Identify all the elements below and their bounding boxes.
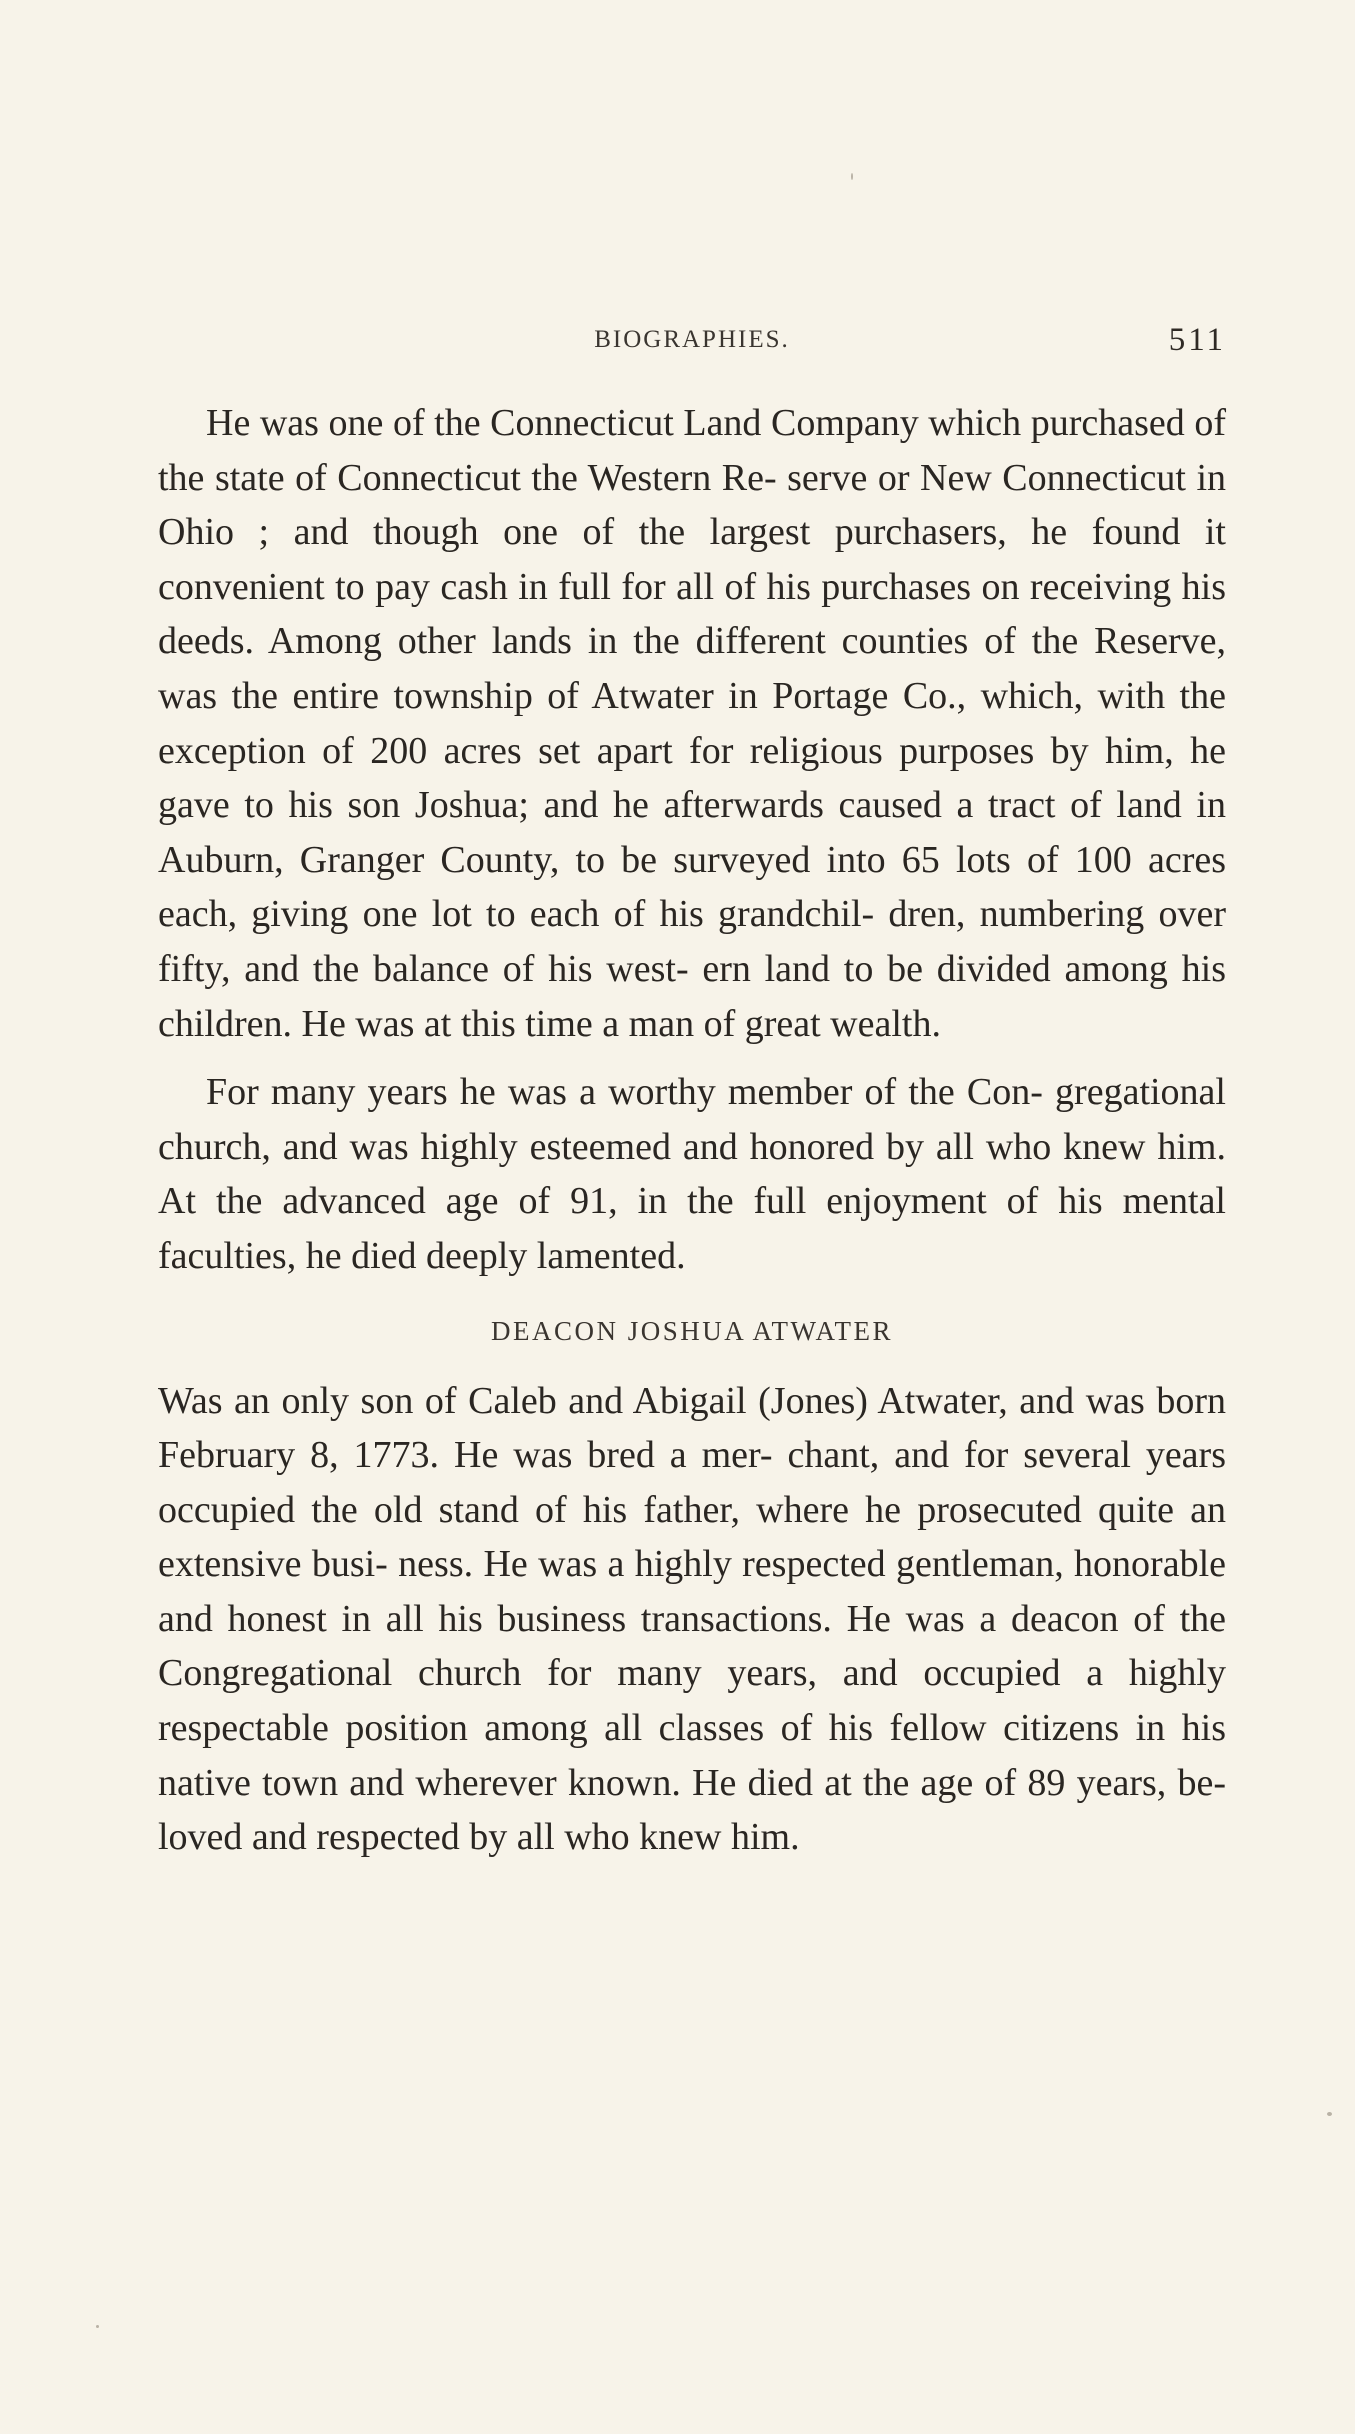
body-text	[158, 396, 1226, 1865]
paragraph-land-company: He was one of the Connecticut Land Company which purchased of the state of Connecticut the Western Re- serve or New Connecticut in Ohio ; and though one of the largest purchasers, he found it convenient to pay cash in full for all of his purchases on receiving his deeds. Among other lands in the different counties of the Reserve, was the entire township of Atwater in Portage Co., which, with the exception of 200 acres set apart for religious purposes by him, he gave to his son Joshua; and he afterwards caused a tract of land in Auburn, Granger County, to be surveyed into 65 lots of 100 acres each, giving one lot to each of his grandchil- dren, numbering over fifty, and the balance of his west- ern land to be divided among his children. He was at this time a man of great wealth.	[158, 402, 1226, 1045]
section-heading: DEACON JOSHUA ATWATER	[490, 1315, 894, 1346]
paragraph-church-member: For many years he was a worthy member of the Con- gregational church, and was highly esteemed and honored by all who knew him. At the advanced age of 91, in the full enjoyment of his mental faculties, he died deeply lamented.	[158, 1071, 1226, 1277]
paper-speck	[1327, 2112, 1332, 2116]
paper-speck	[96, 2325, 99, 2328]
paper-speck	[851, 173, 853, 180]
running-head	[158, 322, 1226, 366]
paragraph-joshua-atwater: Was an only son of Caleb and Abigail (Jones) Atwater, and was born February 8, 1773. He was bred a mer- chant, and for several years occupied the old stand of his father, where he prosecuted quite an extensive busi- ness. He was a highly respected gentleman, honorable and honest in all his business transactions. He was a deacon of the Congregational church for many years, and occupied a highly respectable position among all classes of his fellow citizens in his native town and wherever known. He died at the age of 89 years, be- loved and respected by all who knew him.	[158, 1379, 1226, 1859]
page-number: 511	[1168, 322, 1226, 358]
running-title: BIOGRAPHIES.	[594, 326, 790, 353]
